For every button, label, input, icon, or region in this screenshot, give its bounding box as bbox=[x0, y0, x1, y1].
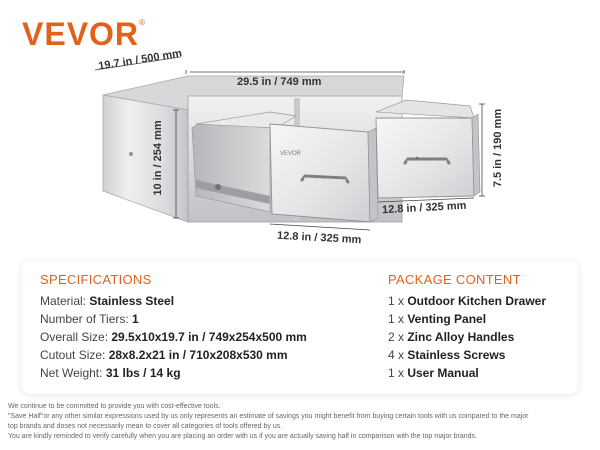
disclaimer bbox=[8, 402, 592, 442]
spec-row-tiers: Number of Tiers: 1 bbox=[40, 312, 139, 326]
package-item: 2 x Zinc Alloy Handles bbox=[388, 330, 515, 344]
spec-row-net-weight: Net Weight: 31 lbs / 14 kg bbox=[40, 366, 181, 380]
spec-row-cutout-size: Cutout Size: 28x8.2x21 in / 710x208x530 mm bbox=[40, 348, 288, 362]
left-drawer-front bbox=[270, 124, 370, 222]
side-screw bbox=[129, 152, 133, 156]
drawer-brand-mark: VEVOR bbox=[280, 151, 302, 157]
package-item: 1 x Venting Panel bbox=[388, 312, 487, 326]
width-dimension-label: 29.5 in / 749 mm bbox=[237, 76, 322, 88]
disclaimer-line: You are kindly reminded to verify carefully when you are placing an order with us if you are actually saving half in comparison with the top major brands. bbox=[8, 433, 477, 440]
spec-row-material: Material: Stainless Steel bbox=[40, 294, 175, 308]
depth-dimension-label: 19.7 in / 500 mm bbox=[97, 47, 183, 73]
brand-logo: VEVOR® bbox=[22, 16, 146, 52]
disclaimer-line: top brands and doses not necessarily mean to cover all categories of tools offered by us. bbox=[8, 423, 283, 430]
package-item: 1 x User Manual bbox=[388, 366, 479, 380]
right-handle-screw bbox=[416, 157, 419, 160]
rail-bolt bbox=[215, 184, 221, 190]
package-item: 4 x Stainless Screws bbox=[388, 348, 506, 362]
disclaimer-line: "Save Half"or any other similar expressions used by us only represents an estimate of savings you might benefit from buying certain tools with us compared to the major bbox=[8, 413, 529, 420]
right-drawer-width-label: 12.8 in / 325 mm bbox=[381, 199, 467, 217]
spec-row-overall-size: Overall Size: 29.5x10x19.7 in / 749x254x500 mm bbox=[40, 330, 307, 344]
drawer-height-dimension-label: 7.5 in / 190 mm bbox=[492, 108, 504, 188]
left-drawer-width-label: 12.8 in / 325 mm bbox=[276, 229, 362, 247]
package-content-title: PACKAGE CONTENT bbox=[388, 272, 521, 287]
specifications-title: SPECIFICATIONS bbox=[40, 272, 152, 287]
housing-side bbox=[103, 95, 188, 222]
disclaimer-line: We continue to be committed to provide you with cost-effective tools. bbox=[8, 403, 221, 410]
package-item: 1 x Outdoor Kitchen Drawer bbox=[388, 294, 547, 308]
height-dimension-label: 10 in / 254 mm bbox=[152, 120, 164, 196]
